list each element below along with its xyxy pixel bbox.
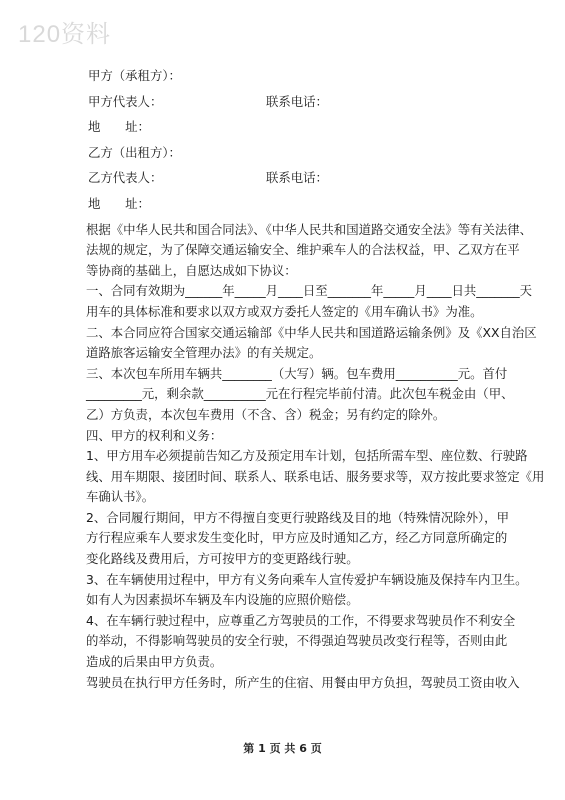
clause-2-line-2: 道路旅客运输安全管理办法》的有关规定。: [86, 345, 322, 361]
clause-4-1-line-3: 车确认书》。: [86, 489, 155, 505]
clause-1-line-2: 用车的具体标准和要求以双方或双方委托人签定的《用车确认书》为准。: [86, 303, 483, 319]
address-a-line: 地 址：: [88, 119, 150, 135]
party-a-rep-row: [88, 92, 488, 113]
intro-line-2: 法规的规定，为了保障交通运输安全、维护乘车人的合法权益，甲、乙双方在平: [86, 242, 520, 258]
clause-4-5-line-1: 驾驶员在执行甲方任务时，所产生的住宿、用餐由甲方负担，驾驶员工资由收入: [86, 674, 520, 690]
party-b-rep-label: 乙方代表人：: [88, 170, 163, 186]
intro-line-3: 等协商的基础上，自愿达成如下协议：: [86, 262, 297, 278]
party-b-line: 乙方（出租方）：: [88, 144, 181, 160]
clause-4-4-line-2: 的举动，不得影响驾驶员的安全行驶，不得强迫驾驶员改变行程等，否则由此: [86, 633, 508, 649]
clause-4-2-line-1: 2、合同履行期间，甲方不得擅自变更行驶路线及目的地（特殊情况除外），甲: [86, 509, 509, 525]
clause-4-4-line-3: 造成的后果由甲方负责。: [86, 654, 223, 670]
clause-4-1-line-1: 1、甲方用车必须提前告知乙方及预定用车计划，包括所需车型、座位数、行驶路: [86, 448, 528, 464]
clause-4-3-line-1: 3、在车辆使用过程中，甲方有义务向乘车人宣传爱护车辆设施及保持车内卫生。: [86, 571, 528, 587]
clause-4-2-line-2: 方行程应乘车人要求发生变化时，甲方应及时通知乙方，经乙方同意所确定的: [86, 530, 508, 546]
clause-3-line-1: 三、本次包车所用车辆共________（大写）辆。包车费用__________元。首付: [86, 365, 508, 381]
contact-a-label: 联系电话：: [266, 93, 328, 109]
clause-1-line-1: 一、合同有效期为______年_____月____日至_______年_____月____日共_______天: [86, 283, 533, 299]
contact-b-label: 联系电话：: [266, 170, 328, 186]
party-b-rep-row: [88, 168, 488, 189]
contract-body: [86, 66, 545, 693]
intro-line-1: 根据《中华人民共和国合同法》、《中华人民共和国道路交通安全法》等有关法律、: [86, 221, 533, 237]
party-a-rep-label: 甲方代表人：: [88, 93, 163, 109]
clause-4-4-line-1: 4、在车辆行驶过程中，应尊重乙方驾驶员的工作，不得要求驾驶员作不利安全: [86, 612, 516, 628]
clause-3-line-3: 乙）方负责，本次包车费用（不含、含）税金；另有约定的除外。: [86, 406, 446, 422]
address-b-line: 地 址：: [88, 195, 150, 211]
page-number: 第 1 页 共 6 页: [243, 742, 322, 755]
party-a-line: 甲方（承租方）：: [88, 68, 181, 83]
clause-4-title: 四、甲方的权利和义务：: [86, 427, 223, 443]
clause-3-line-2: _________元，剩余款__________元在行程完毕前付清。此次包车税金由（甲、: [86, 386, 514, 402]
watermark-logo: 120资料: [18, 21, 112, 48]
clause-4-1-line-2: 线、用车期限、接团时间、联系人、联系电话、服务要求等，双方按此要求签定《用: [86, 468, 545, 484]
clause-4-3-line-2: 如有人为因素损坏车辆及车内设施的应照价赔偿。: [86, 592, 359, 608]
clause-4-2-line-3: 变化路线及费用后，方可按甲方的变更路线行驶。: [86, 551, 359, 567]
clause-2-line-1: 二、本合同应符合国家交通运输部《中华人民共和国道路运输条例》及《XX自治区: [86, 324, 537, 340]
